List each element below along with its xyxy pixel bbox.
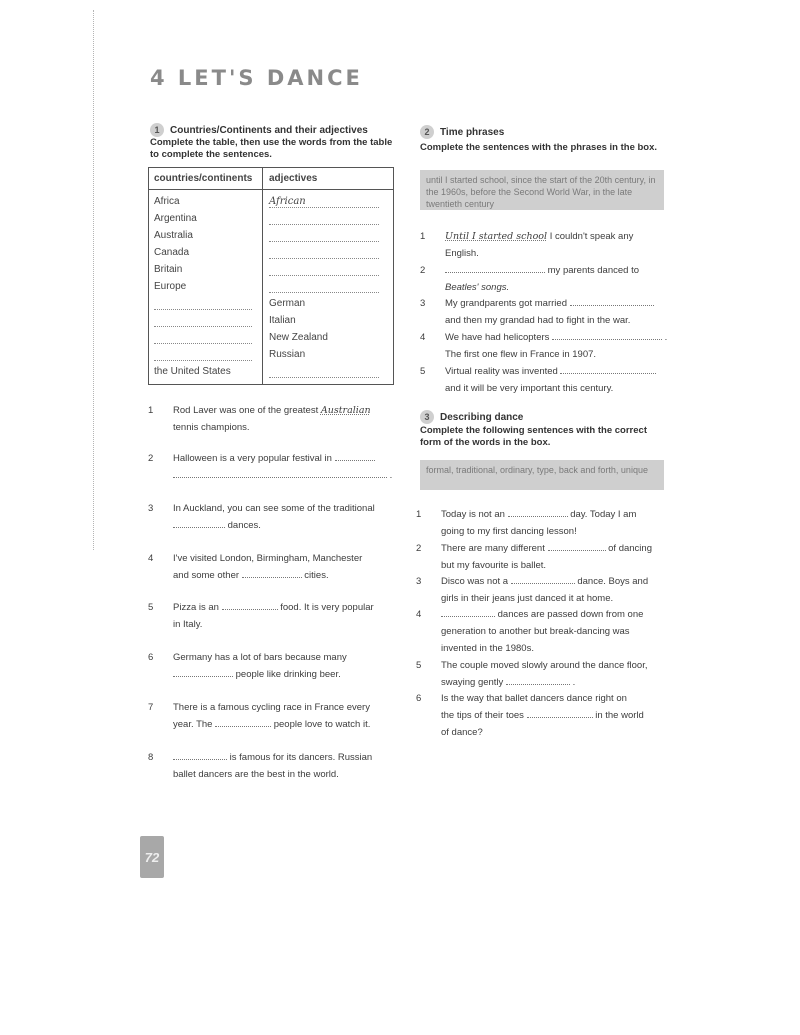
answer-blank[interactable]: [560, 363, 656, 374]
section1-heading: 1 Countries/Continents and their adjectives: [150, 123, 368, 137]
table-answer-filled: African: [269, 196, 306, 207]
page-title: 4 LET'S DANCE: [150, 66, 363, 90]
answer-blank[interactable]: [173, 666, 233, 677]
table-blank[interactable]: [269, 258, 379, 259]
answer-blank[interactable]: [173, 749, 227, 760]
table-blank[interactable]: [154, 326, 252, 327]
exercise1-sentence-1: 1 Rod Laver was one of the greatest Australian tennis champions.: [148, 405, 371, 433]
table-header-countries: countries/continents: [154, 173, 253, 184]
exercise2-sentence-2: 2 my parents danced to Beatles' songs.: [420, 262, 670, 296]
table-blank[interactable]: [269, 224, 379, 225]
exercise2-sentence-1: 1 Until I started school I couldn't speak any English.: [420, 231, 634, 259]
section3-word-box: formal, traditional, ordinary, type, back and forth, unique: [420, 460, 664, 490]
answer-blank[interactable]: [570, 295, 654, 306]
exercise1-sentence-8: 8 is famous for its dancers. Russian ballet dancers are the best in the world.: [148, 749, 398, 783]
answer-blank[interactable]: [173, 517, 225, 528]
table-row: New Zealand: [149, 330, 393, 347]
table-row: Europe: [149, 279, 393, 296]
section3-heading: 3 Describing dance: [420, 410, 523, 424]
exercise1-sentence-6: 6 Germany has a lot of bars because many people like drinking beer.: [148, 652, 347, 680]
answer-blank[interactable]: [173, 467, 387, 478]
section2-phrase-box: until I started school, since the start of the 20th century, in the 1960s, before the Second World War, in the late twentieth century: [420, 170, 664, 210]
exercise1-sentence-4: 4 I've visited London, Birmingham, Manchester and some other cities.: [148, 553, 363, 581]
adjectives-table: [148, 167, 394, 385]
answer-filled: Until I started school: [445, 231, 548, 242]
answer-blank[interactable]: [222, 599, 278, 610]
answer-blank[interactable]: [215, 716, 271, 727]
table-blank[interactable]: [154, 343, 252, 344]
answer-blank[interactable]: [335, 450, 375, 461]
exercise2-sentence-3: 3 My grandparents got married and then my grandad had to fight in the war.: [420, 295, 670, 329]
answer-blank[interactable]: [445, 262, 545, 273]
exercise2-sentence-5: 5 Virtual reality was invented and it will be very important this century.: [420, 363, 670, 397]
exercise3-sentence-3: 3 Disco was not a dance. Boys and girls in their jeans just danced it at home.: [416, 573, 671, 607]
answer-filled: Australian: [320, 405, 371, 416]
table-blank[interactable]: [269, 377, 379, 378]
table-row: Britain: [149, 262, 393, 279]
answer-blank[interactable]: [441, 606, 495, 617]
table-row: Canada: [149, 245, 393, 262]
exercise1-sentence-2: 2 Halloween is a very popular festival in .: [148, 450, 398, 484]
exercise1-sentence-5: 5 Pizza is an food. It is very popular in Italy.: [148, 599, 398, 633]
answer-blank[interactable]: [548, 540, 606, 551]
exercise1-sentence-7: 7 There is a famous cycling race in France every year. The people love to watch it.: [148, 702, 371, 730]
exercise2-sentence-4: 4 We have had helicopters . The first one flew in France in 1907.: [420, 329, 670, 363]
table-blank[interactable]: [269, 275, 379, 276]
table-row: Africa African: [149, 194, 393, 211]
table-row: Italian: [149, 313, 393, 330]
table-row: Argentina: [149, 211, 393, 228]
section3-number: 3: [420, 410, 434, 424]
exercise3-sentence-4: 4 dances are passed down from one generation to another but break-dancing was invented in the 1980s.: [416, 606, 671, 656]
exercise3-sentence-2: 2 There are many different of dancing but my favourite is ballet.: [416, 540, 671, 574]
answer-blank[interactable]: [511, 573, 575, 584]
page-edge: [93, 10, 94, 550]
section2-instruction: Complete the sentences with the phrases in the box.: [420, 142, 658, 153]
answer-blank[interactable]: [552, 329, 662, 340]
answer-blank[interactable]: [506, 674, 570, 685]
table-blank[interactable]: [154, 360, 252, 361]
table-row: Russian: [149, 347, 393, 364]
exercise3-sentence-1: 1 Today is not an day. Today I am going to my first dancing lesson!: [416, 506, 671, 540]
table-blank[interactable]: [269, 241, 379, 242]
section2-heading: 2 Time phrases: [420, 125, 504, 139]
answer-blank[interactable]: [508, 506, 568, 517]
table-row: Australia: [149, 228, 393, 245]
exercise3-sentence-5: 5 The couple moved slowly around the dance floor, swaying gently .: [416, 660, 648, 688]
table-blank[interactable]: [269, 207, 379, 208]
section3-instruction: Complete the following sentences with the correct form of the words in the box.: [420, 425, 647, 448]
table-row: German: [149, 296, 393, 313]
table-row: the United States: [149, 364, 393, 381]
exercise3-sentence-6: 6 Is the way that ballet dancers dance right on the tips of their toes in the world of dance?: [416, 693, 644, 738]
section1-instruction: Complete the table, then use the words from the table to complete the sentences.: [150, 137, 393, 160]
section1-number: 1: [150, 123, 164, 137]
exercise1-sentence-3: 3 In Auckland, you can see some of the traditional dances.: [148, 503, 375, 531]
table-blank[interactable]: [269, 292, 379, 293]
answer-blank[interactable]: [242, 567, 302, 578]
page-number: 72: [140, 836, 164, 878]
answer-blank[interactable]: [527, 707, 593, 718]
section2-number: 2: [420, 125, 434, 139]
table-blank[interactable]: [154, 309, 252, 310]
table-header-adjectives: adjectives: [269, 173, 318, 184]
